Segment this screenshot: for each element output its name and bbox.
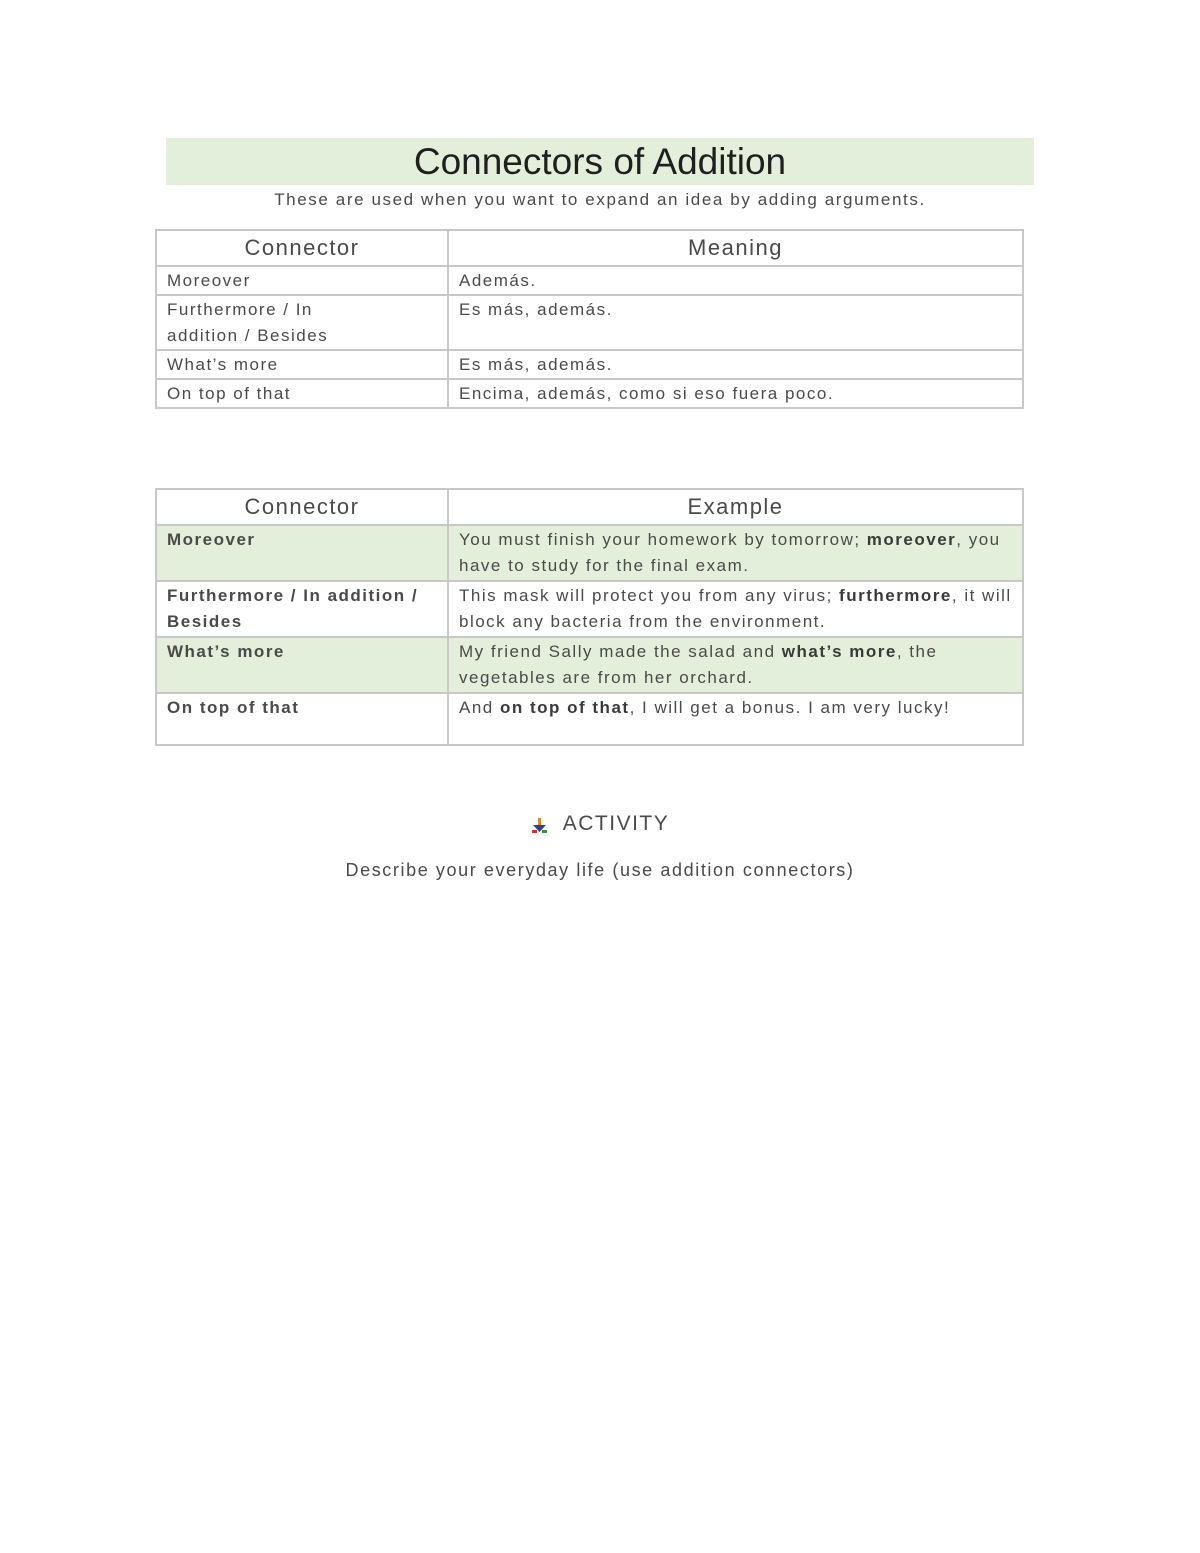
column-header: Connector xyxy=(156,230,448,266)
meaning-cell: Además. xyxy=(448,266,1023,295)
activity-label: ACTIVITY xyxy=(562,812,670,835)
connector-cell: On top of that xyxy=(156,379,448,408)
connector-cell: Moreover xyxy=(156,266,448,295)
table-row xyxy=(156,379,1023,408)
example-cell xyxy=(448,525,1023,581)
column-header: Connector xyxy=(156,489,448,525)
connector-cell: Furthermore / In addition / Besides xyxy=(156,581,448,637)
title-banner xyxy=(166,138,1034,185)
table-row xyxy=(156,266,1023,295)
connector-cell: What’s more xyxy=(156,637,448,693)
meaning-cell: Es más, además. xyxy=(448,350,1023,379)
example-text: And xyxy=(459,698,500,717)
page-subtitle: These are used when you want to expand an idea by adding arguments. xyxy=(274,190,926,209)
table-header-row xyxy=(156,489,1023,525)
column-header: Meaning xyxy=(448,230,1023,266)
page-title: Connectors of Addition xyxy=(413,141,787,182)
example-text: , it will block any bacteria from the environment. xyxy=(459,586,1012,631)
example-text: , I will get a bonus. I am very lucky! xyxy=(629,698,951,717)
meaning-cell: Encima, además, como si eso fuera poco. xyxy=(448,379,1023,408)
meaning-cell: Es más, además. xyxy=(448,295,1023,350)
example-keyword: on top of that xyxy=(499,698,630,717)
connector-cell: Moreover xyxy=(156,525,448,581)
table-row xyxy=(156,350,1023,379)
table-row xyxy=(156,525,1023,581)
example-cell xyxy=(448,693,1023,745)
meaning-table xyxy=(155,229,1024,409)
table-row xyxy=(156,693,1023,745)
example-keyword: moreover xyxy=(866,530,957,549)
example-keyword: what’s more xyxy=(781,642,897,661)
connector-cell: Furthermore / In addition / Besides xyxy=(156,295,448,350)
column-header: Example xyxy=(448,489,1023,525)
example-table xyxy=(155,488,1024,746)
example-text: This mask will protect you from any virus; xyxy=(459,586,840,605)
example-cell xyxy=(448,581,1023,637)
example-keyword: furthermore xyxy=(839,586,952,605)
table-header-row xyxy=(156,230,1023,266)
example-cell xyxy=(448,637,1023,693)
table-row xyxy=(156,295,1023,350)
example-text: , you have to study for the final exam. xyxy=(459,530,1001,575)
example-text: You must finish your homework by tomorrow; xyxy=(459,530,867,549)
connector-cell: What’s more xyxy=(156,350,448,379)
table-row xyxy=(156,581,1023,637)
example-text: , the vegetables are from her orchard. xyxy=(459,642,938,687)
activity-heading xyxy=(0,810,1200,838)
table-row xyxy=(156,637,1023,693)
connector-cell: On top of that xyxy=(156,693,448,745)
arrow-bullet-icon xyxy=(531,815,549,833)
example-text: My friend Sally made the salad and xyxy=(459,642,782,661)
activity-prompt: Describe your everyday life (use addition connectors) xyxy=(345,860,855,880)
